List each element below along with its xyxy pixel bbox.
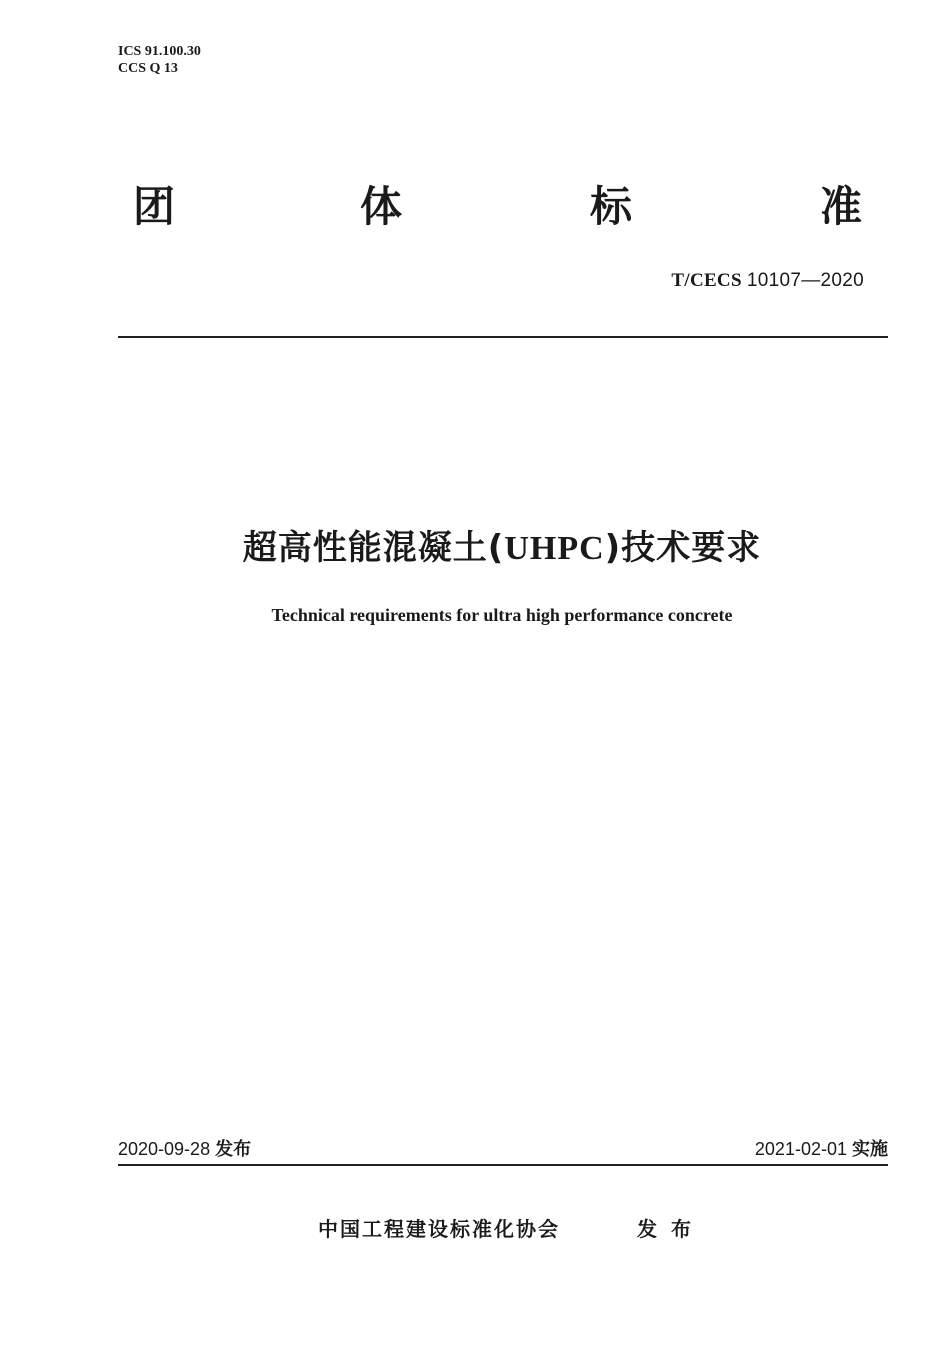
standard-number-prefix: T/CECS xyxy=(671,270,742,291)
standard-number xyxy=(671,270,864,292)
effective-date-label: 实施 xyxy=(852,1139,888,1160)
publish-label: 发布 xyxy=(637,1217,705,1241)
standard-type-char-3: 标 xyxy=(590,182,633,231)
issue-date-value: 2020-09-28 xyxy=(118,1139,211,1159)
document-title-en: Technical requirements for ultra high performance concrete xyxy=(271,605,733,625)
standard-type-char-2: 体 xyxy=(360,182,403,231)
ics-code: ICS 91.100.30 xyxy=(118,44,201,59)
standard-number-code: 10107—2020 xyxy=(746,270,864,291)
footer-divider xyxy=(118,1164,888,1166)
document-title-cn xyxy=(0,520,950,569)
issue-date xyxy=(118,1135,251,1161)
header-divider xyxy=(118,336,888,338)
title-cn-abbr: UHPC xyxy=(504,530,605,567)
ccs-code: CCS Q 13 xyxy=(118,61,178,76)
title-cn-part1: 超高性能混凝土( xyxy=(242,528,505,568)
issue-date-label: 发布 xyxy=(215,1139,252,1160)
title-cn-part2: )技术要求 xyxy=(604,528,762,568)
effective-date xyxy=(755,1135,888,1161)
effective-date-value: 2021-02-01 xyxy=(754,1139,847,1159)
standard-type-char-4: 准 xyxy=(820,182,863,231)
standard-type-char-1: 团 xyxy=(133,182,176,231)
publisher-name: 中国工程建设标准化协会 xyxy=(318,1217,560,1241)
